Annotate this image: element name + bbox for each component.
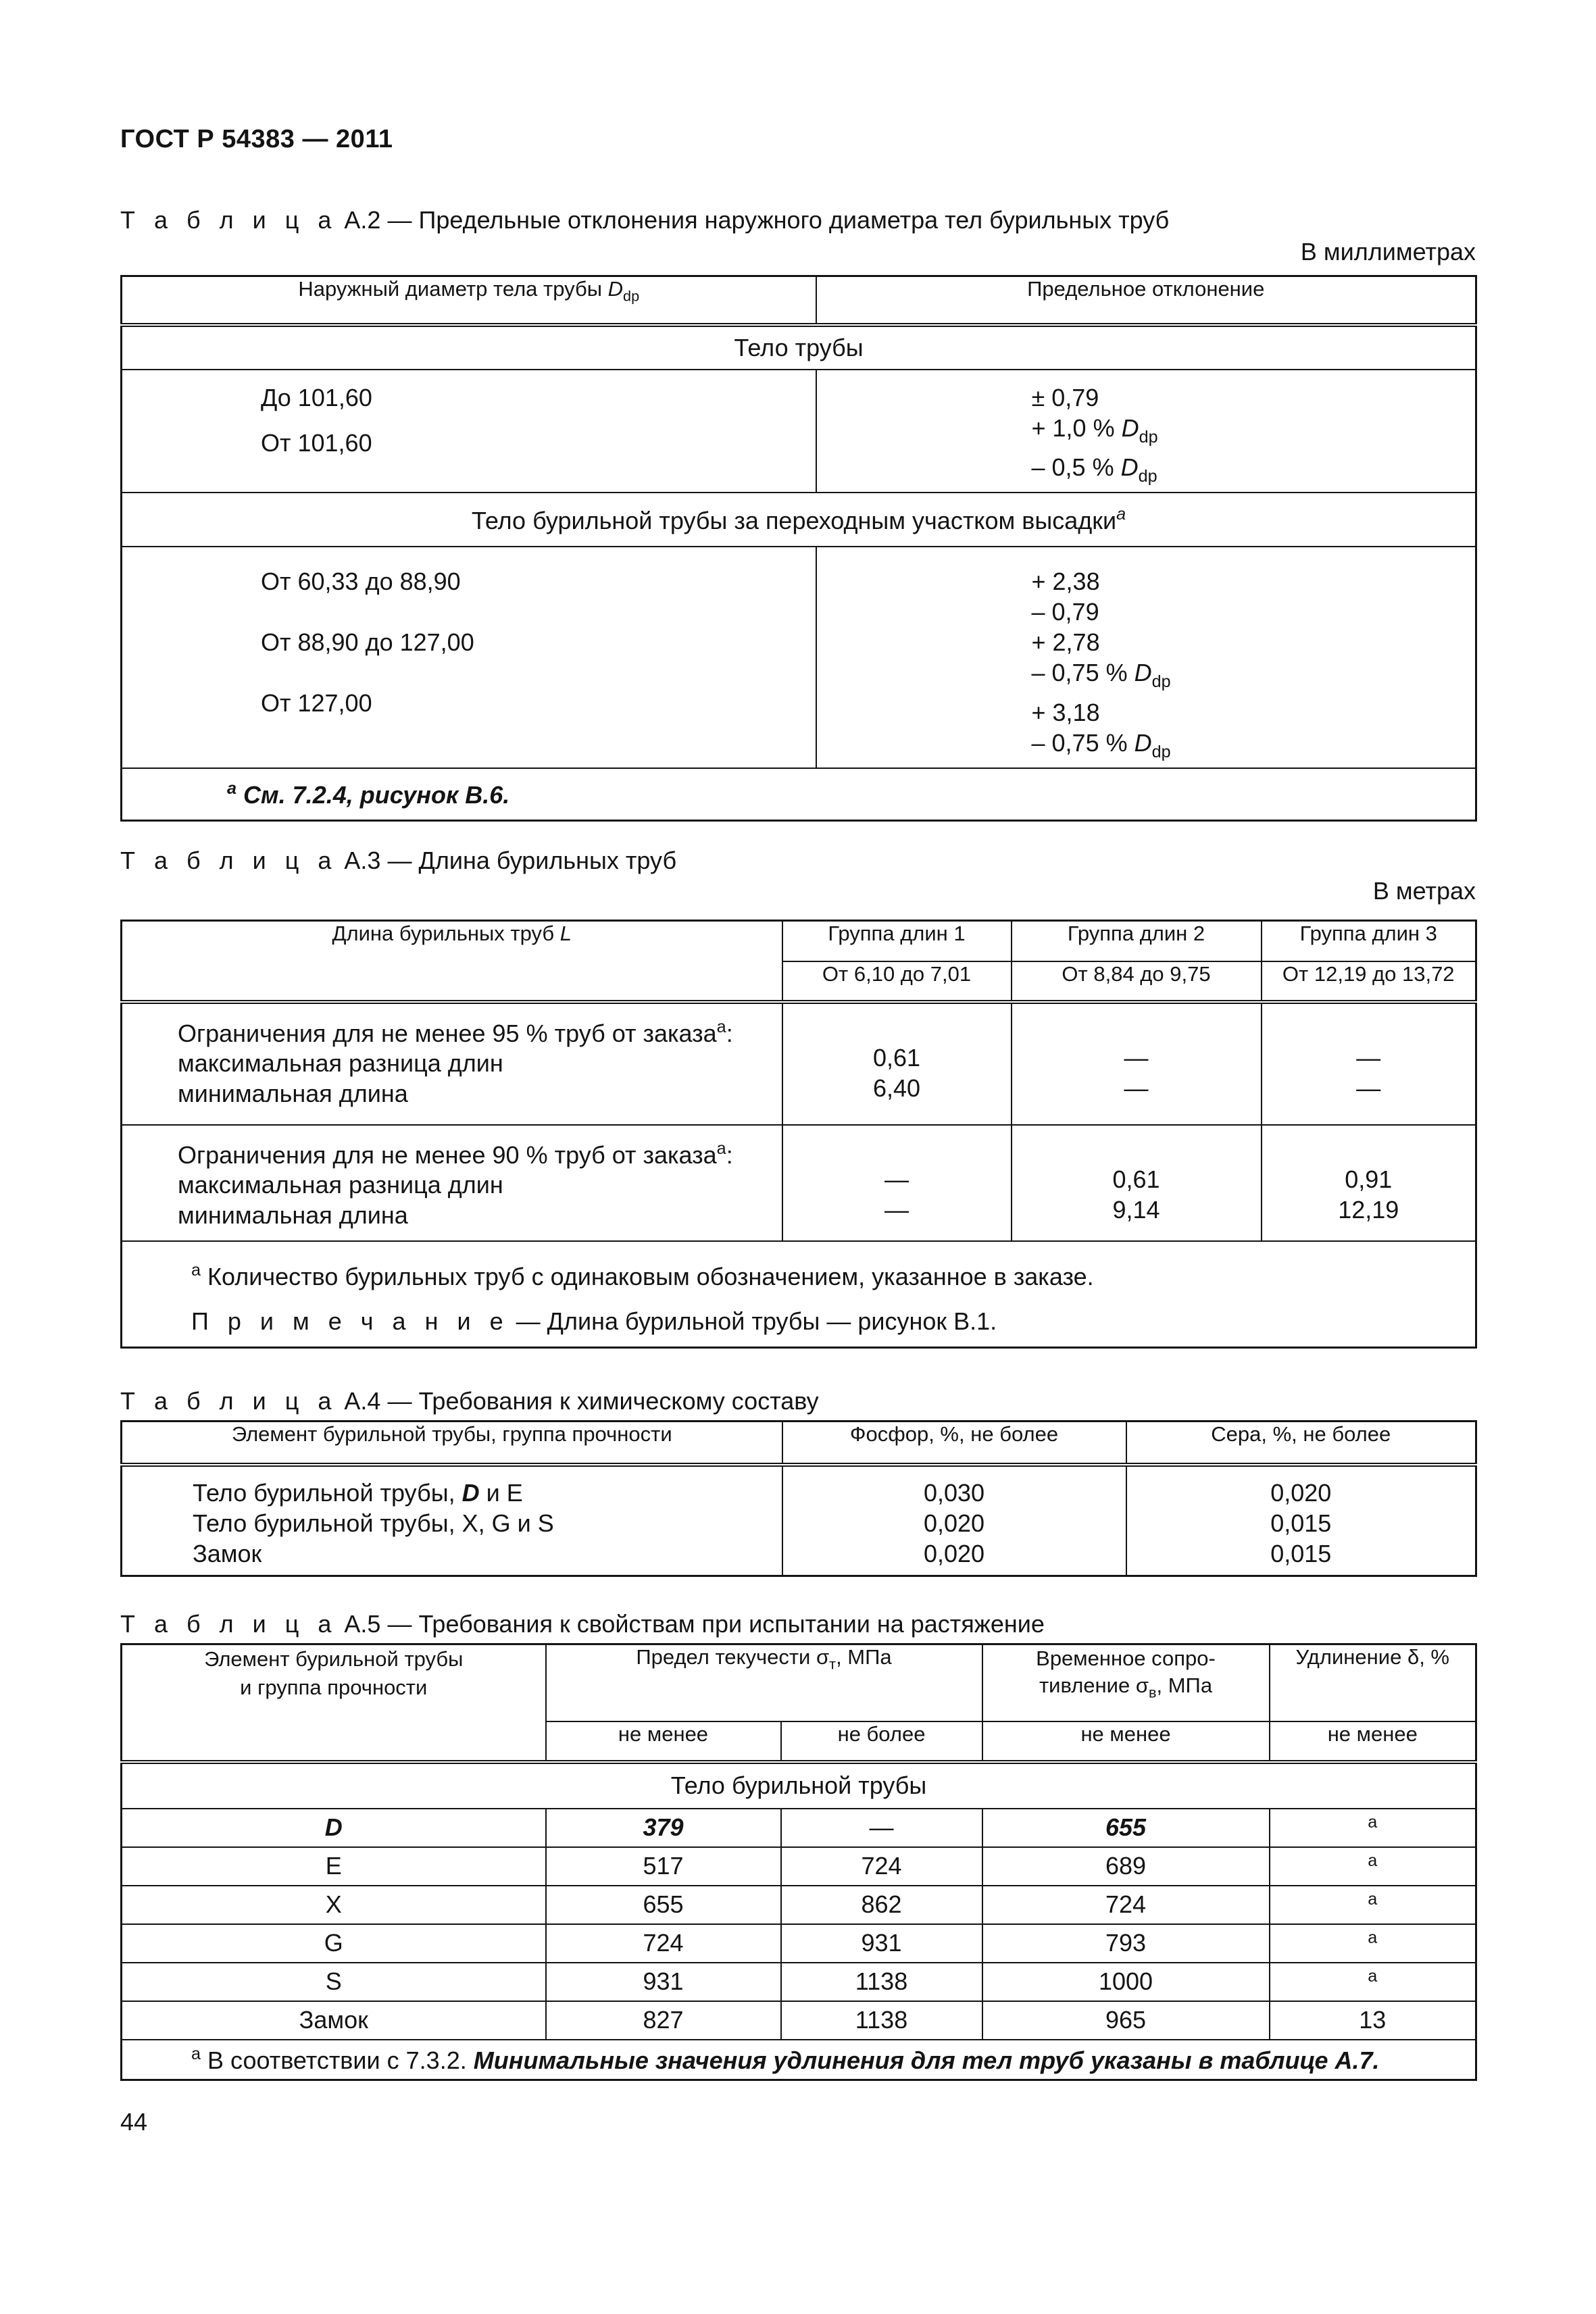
table-a5-footnote: $^a$ В соответствии с 7.3.2. Минимальные значения удлинения для тел труб указаны в таблице А.7. bbox=[122, 2040, 1476, 2080]
table-a3-block2-label: Ограничения для не менее 90 % труб от заказа$^a$: максимальная разница длин минимальная длина bbox=[122, 1125, 782, 1241]
table-row bbox=[122, 1847, 1476, 1886]
yield-max-cell: 862 bbox=[781, 1886, 982, 1924]
table-a2-caption bbox=[120, 206, 1169, 234]
table-a5-col4-header: Удлинение δ, % bbox=[1270, 1644, 1476, 1721]
elongation-cell: a bbox=[1270, 1886, 1476, 1924]
yield-min-cell: 827 bbox=[546, 2001, 781, 2040]
caption-text: А.4 — Требования к химическому составу bbox=[344, 1387, 819, 1415]
yield-min-cell: 931 bbox=[546, 1963, 781, 2001]
table-a2-col1-header: Наружный диаметр тела трубы $D_{dp}$ bbox=[122, 276, 816, 325]
table-a3-note: П р и м е ч а н и е — Длина бурильной трубы — рисунок В.1. bbox=[191, 1307, 997, 1336]
table-a3-group-1: Группа длин 1 bbox=[782, 921, 1012, 961]
yield-max-cell: 724 bbox=[781, 1847, 982, 1886]
table-a4-elements: Тело бурильной трубы, D и Е Тело бурильной трубы, Х, G и S Замок bbox=[122, 1465, 782, 1576]
table-a2-section-1: Тело трубы bbox=[122, 325, 1476, 370]
grade-cell: Замок bbox=[122, 2001, 546, 2040]
elongation-cell: a bbox=[1270, 1963, 1476, 2001]
table-a3-block2-g3: 0,91 12,19 bbox=[1262, 1125, 1476, 1241]
table-a2-unit: В миллиметрах bbox=[1300, 238, 1476, 266]
table-a3-range-3: От 12,19 до 13,72 bbox=[1262, 961, 1476, 1002]
table-a3-caption bbox=[120, 847, 676, 875]
table-a3-block1-g2: — — bbox=[1012, 1002, 1262, 1125]
elongation-cell: a bbox=[1270, 1924, 1476, 1963]
yield-max-cell: — bbox=[781, 1809, 982, 1847]
table-a3-range-2: От 8,84 до 9,75 bbox=[1012, 961, 1262, 1002]
table-a3-group-3: Группа длин 3 bbox=[1262, 921, 1476, 961]
caption-label: Т а б л и ц а bbox=[120, 1387, 338, 1415]
table-a4-sulfur: 0,020 0,015 0,015 bbox=[1126, 1465, 1476, 1576]
table-a2-s1-deviations: ± 0,79 + 1,0 % $D_{dp}$ – 0,5 % $D_{dp}$ bbox=[816, 370, 1476, 493]
table-a2 bbox=[120, 275, 1477, 822]
table-a3-unit: В метрах bbox=[1372, 877, 1476, 905]
grade-cell: E bbox=[122, 1847, 546, 1886]
elongation-cell: a bbox=[1270, 1847, 1476, 1886]
table-a3-footnote: $^a$ Количество бурильных труб с одинаковым обозначением, указанное в заказе. bbox=[191, 1260, 1094, 1290]
tensile-min-cell: 655 bbox=[982, 1809, 1270, 1847]
yield-min-cell: 655 bbox=[546, 1886, 781, 1924]
table-a3-block1-label: Ограничения для не менее 95 % труб от заказа$^a$: максимальная разница длин минимальная длина bbox=[122, 1002, 782, 1125]
caption-text: А.2 — Предельные отклонения наружного диаметра тел бурильных труб bbox=[344, 206, 1170, 234]
table-a2-col2-header: Предельное отклонение bbox=[816, 276, 1476, 325]
table-a3-notes bbox=[122, 1241, 1476, 1348]
tensile-min-cell: 793 bbox=[982, 1924, 1270, 1963]
page-number: 44 bbox=[120, 2108, 148, 2136]
yield-min-cell: 379 bbox=[546, 1809, 781, 1847]
table-a4-col3-header: Сера, %, не более bbox=[1126, 1422, 1476, 1465]
grade-cell: S bbox=[122, 1963, 546, 2001]
table-a5-sub-max: не более bbox=[781, 1721, 982, 1762]
tensile-min-cell: 1000 bbox=[982, 1963, 1270, 2001]
table-a5-section: Тело бурильной трубы bbox=[122, 1762, 1476, 1809]
table-a4-phosphorus: 0,030 0,020 0,020 bbox=[782, 1465, 1126, 1576]
table-a2-section-2: Тело бурильной трубы за переходным участком высадки$^a$ bbox=[122, 493, 1476, 547]
table-a5-sub-min: не менее bbox=[546, 1721, 781, 1762]
table-row bbox=[122, 1963, 1476, 2001]
caption-label: Т а б л и ц а bbox=[120, 847, 338, 874]
table-a2-s1-diameters: До 101,60 От 101,60 bbox=[122, 370, 816, 493]
table-a4-col1-header: Элемент бурильной трубы, группа прочности bbox=[122, 1422, 782, 1465]
table-a3-block2-g2: 0,61 9,14 bbox=[1012, 1125, 1262, 1241]
yield-min-cell: 517 bbox=[546, 1847, 781, 1886]
caption-text: А.3 — Длина бурильных труб bbox=[344, 847, 677, 874]
table-a2-s2-diameters: От 60,33 до 88,90 От 88,90 до 127,00 От 127,00 bbox=[122, 547, 816, 768]
table-a5-caption bbox=[120, 1610, 1045, 1638]
table-a2-footnote: $^a$ См. 7.2.4, рисунок В.6. bbox=[122, 768, 1476, 821]
table-a5-sub-min: не менее bbox=[1270, 1721, 1476, 1762]
caption-label: Т а б л и ц а bbox=[120, 1610, 338, 1638]
yield-min-cell: 724 bbox=[546, 1924, 781, 1963]
table-a4-col2-header: Фосфор, %, не более bbox=[782, 1422, 1126, 1465]
yield-max-cell: 931 bbox=[781, 1924, 982, 1963]
grade-cell: G bbox=[122, 1924, 546, 1963]
table-row bbox=[122, 2001, 1476, 2040]
table-a3-col1-header: Длина бурильных труб L bbox=[122, 921, 782, 1002]
table-row bbox=[122, 1886, 1476, 1924]
table-row bbox=[122, 1924, 1476, 1963]
table-a3-group-2: Группа длин 2 bbox=[1012, 921, 1262, 961]
table-a4 bbox=[120, 1420, 1477, 1577]
table-a5-sub-min: не менее bbox=[982, 1721, 1270, 1762]
table-a3-range-1: От 6,10 до 7,01 bbox=[782, 961, 1012, 1002]
table-a3 bbox=[120, 920, 1477, 1349]
table-row bbox=[122, 1809, 1476, 1847]
caption-text: А.5 — Требования к свойствам при испытании на растяжение bbox=[344, 1610, 1045, 1638]
grade-cell: X bbox=[122, 1886, 546, 1924]
table-a5 bbox=[120, 1643, 1477, 2081]
table-a3-block2-g1: — — bbox=[782, 1125, 1012, 1241]
table-a5-col1-header: Элемент бурильной трубы и группа прочности bbox=[122, 1644, 546, 1762]
elongation-cell: a bbox=[1270, 1809, 1476, 1847]
table-a3-block1-g1: 0,61 6,40 bbox=[782, 1002, 1012, 1125]
grade-cell: D bbox=[122, 1809, 546, 1847]
yield-max-cell: 1138 bbox=[781, 1963, 982, 2001]
table-a3-block1-g3: — — bbox=[1262, 1002, 1476, 1125]
table-a4-caption bbox=[120, 1387, 819, 1415]
tensile-min-cell: 724 bbox=[982, 1886, 1270, 1924]
page-header: ГОСТ Р 54383 — 2011 bbox=[120, 125, 393, 153]
table-a5-col3-header: Временное сопро- тивление $\sigma_в$, МПа bbox=[982, 1644, 1270, 1721]
elongation-cell: 13 bbox=[1270, 2001, 1476, 2040]
tensile-min-cell: 689 bbox=[982, 1847, 1270, 1886]
yield-max-cell: 1138 bbox=[781, 2001, 982, 2040]
table-a5-col2-header: Предел текучести $\sigma_т$, МПа bbox=[546, 1644, 982, 1721]
caption-label: Т а б л и ц а bbox=[120, 206, 338, 234]
tensile-min-cell: 965 bbox=[982, 2001, 1270, 2040]
table-a2-s2-deviations: + 2,38 – 0,79 + 2,78 – 0,75 % $D_{dp}$ + 3,18 – 0,75 % $D_{dp}$ bbox=[816, 547, 1476, 768]
